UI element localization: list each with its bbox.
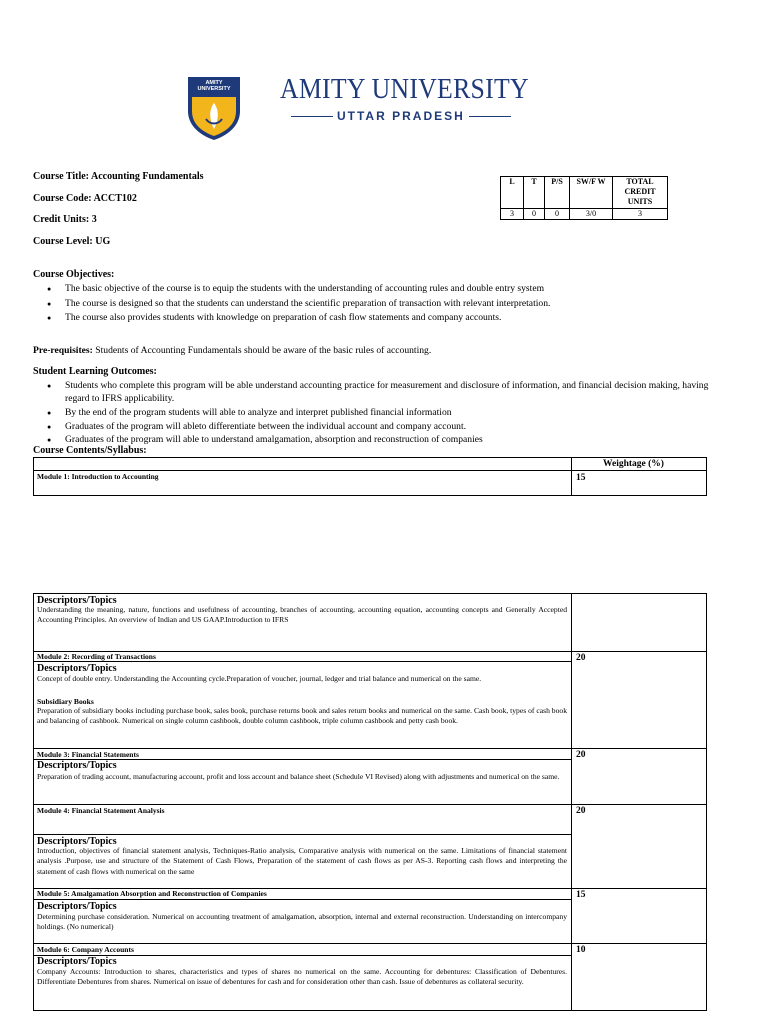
amity-logo bbox=[186, 75, 242, 141]
module-5-weight: 15 bbox=[576, 890, 586, 900]
objective-item: ● The course also provides students with knowledge on preparation of cash flow statements and company accounts. bbox=[33, 312, 733, 325]
outcome-item: ● Graduates of the program will able to understand amalgamation, absorption and reconstruction of companies bbox=[33, 434, 733, 447]
module-3-descriptors-label: Descriptors/Topics bbox=[37, 760, 117, 771]
module-1-descriptors-label: Descriptors/Topics bbox=[37, 595, 117, 606]
credit-value-t: 0 bbox=[524, 209, 545, 220]
module-4-descriptors-label: Descriptors/Topics bbox=[37, 836, 117, 847]
course-code-value: ACCT102 bbox=[93, 193, 137, 204]
course-code-label: Course Code: bbox=[33, 193, 92, 204]
course-level-label: Course Level: bbox=[33, 236, 93, 247]
objectives-list bbox=[33, 283, 733, 325]
module-3-title: Module 3: Financial Statements bbox=[37, 750, 139, 759]
credit-header-swfw: SW/F W bbox=[570, 177, 613, 209]
module-2-weight: 20 bbox=[576, 653, 586, 663]
prereq-text: Students of Accounting Fundamentals should be aware of the basic rules of accounting. bbox=[95, 345, 432, 356]
module-5-title: Module 5: Amalgamation Absorption and Reconstruction of Companies bbox=[37, 889, 267, 898]
outcomes-heading: Student Learning Outcomes: bbox=[33, 366, 157, 377]
brand-sub-text: UTTAR PRADESH bbox=[337, 109, 465, 123]
objectives-heading: Course Objectives: bbox=[33, 269, 115, 280]
module-2-title: Module 2: Recording of Transactions bbox=[37, 652, 156, 661]
outcome-item: ● Graduates of the program will ableto differentiate between the individual account and company account. bbox=[33, 421, 733, 434]
brand-subtitle bbox=[287, 109, 515, 123]
credit-value-ps: 0 bbox=[545, 209, 570, 220]
module-2-text-2: Preparation of subsidiary books including purchase book, sales book, purchase returns book and sales return books and numerical on the same. Cash book, types of cash book and balancing of cashbook. Numerical on single column cashbook, double column cashbook, triple column cashbook and petty cash book. bbox=[37, 706, 567, 726]
module-2-text: Concept of double entry. Understanding the Accounting cycle.Preparation of voucher, journal, ledger and trial balance and numerical on the same. bbox=[37, 674, 482, 683]
credit-value-l: 3 bbox=[501, 209, 524, 220]
course-level-value: UG bbox=[95, 236, 111, 247]
credit-header-t: T bbox=[524, 177, 545, 209]
outcome-item: ● Students who complete this program will be able understand accounting practice for measurement and disclosure of information, and financial decision making, having regard to IFRS applicability. bbox=[33, 380, 733, 405]
module-2-subheading: Subsidiary Books bbox=[37, 697, 94, 706]
module-3-text: Preparation of trading account, manufacturing account, profit and loss account and balance sheet (Schedule VI Revised) along with adjustments and numerical on the same. bbox=[37, 772, 560, 781]
weightage-header: Weightage (%) bbox=[603, 459, 664, 469]
credit-header-l: L bbox=[501, 177, 524, 209]
module-4-text: Introduction, objectives of financial statement analysis, Techniques-Ratio analysis, Comparative analysis with numerical on the same. Limitations of financial statement analysis .Purpose, use and structure of the Statement of Cash Flows, Preparation of the statement of cash flows as per AS-3. Reporting cash flows and interpreting the statement of cash flows with numerical on the same bbox=[37, 846, 567, 876]
module-1-weight: 15 bbox=[576, 473, 586, 483]
module-1-text: Understanding the meaning, nature, functions and usefulness of accounting, branches of accounting, accounting equation, accounting concepts and Generally Accepted Accounting Principles. An overview of Indian and US GAAP.Introduction to IFRS bbox=[37, 605, 567, 625]
logo-text: AMITY UNIVERSITY bbox=[197, 80, 231, 92]
module-5-descriptors-label: Descriptors/Topics bbox=[37, 901, 117, 912]
brand-name: AMITY UNIVERSITY bbox=[280, 74, 529, 105]
module-6-title: Module 6: Company Accounts bbox=[37, 945, 134, 954]
credit-units-value: 3 bbox=[91, 214, 97, 225]
outcome-item: ● By the end of the program students will able to analyze and interpret published financial information bbox=[33, 407, 733, 420]
objective-item: ● The course is designed so that the students can understand the scientific preparation of transaction with relevant interpretation. bbox=[33, 298, 733, 311]
course-level bbox=[33, 236, 110, 247]
module-6-text: Company Accounts: Introduction to shares, characteristics and types of shares no numerical on the same. Accounting for debentures: Classification of Debentures. Differentiate Debentures from shares. Numerical on issue of debentures for cash and for consideration other than cash. Issue of debentures as collateral security. bbox=[37, 967, 567, 987]
credit-units-label: Credit Units: bbox=[33, 214, 90, 225]
credit-header-ps: P/S bbox=[545, 177, 570, 209]
prerequisites bbox=[33, 345, 431, 356]
course-title-value: Accounting Fundamentals bbox=[90, 171, 204, 182]
credit-value-total: 3 bbox=[613, 209, 668, 220]
course-title bbox=[33, 171, 203, 182]
module-4-title: Module 4: Financial Statement Analysis bbox=[37, 806, 165, 815]
module-6-weight: 10 bbox=[576, 945, 586, 955]
syllabus-heading: Course Contents/Syllabus: bbox=[33, 445, 147, 456]
module-2-descriptors-label: Descriptors/Topics bbox=[37, 663, 117, 674]
module-6-descriptors-label: Descriptors/Topics bbox=[37, 956, 117, 967]
module-5-text: Determining purchase consideration. Numerical on accounting treatment of amalgamation, absorption, internal and external reconstruction. Understanding on intercompany holdings. (No numerical) bbox=[37, 912, 567, 932]
credit-value-swfw: 3/0 bbox=[570, 209, 613, 220]
course-code bbox=[33, 193, 137, 204]
outcomes-list bbox=[33, 380, 733, 447]
module-1-title: Module 1: Introduction to Accounting bbox=[37, 472, 159, 481]
credit-units bbox=[33, 214, 97, 225]
course-title-label: Course Title: bbox=[33, 171, 90, 182]
credit-header-total: TOTAL CREDIT UNITS bbox=[613, 177, 668, 209]
credit-table bbox=[500, 176, 668, 220]
objective-item: ● The basic objective of the course is to equip the students with the understanding of accounting rules and double entry system bbox=[33, 283, 733, 296]
prereq-label: Pre-requisites: bbox=[33, 345, 93, 356]
module-3-weight: 20 bbox=[576, 750, 586, 760]
module-4-weight: 20 bbox=[576, 806, 586, 816]
